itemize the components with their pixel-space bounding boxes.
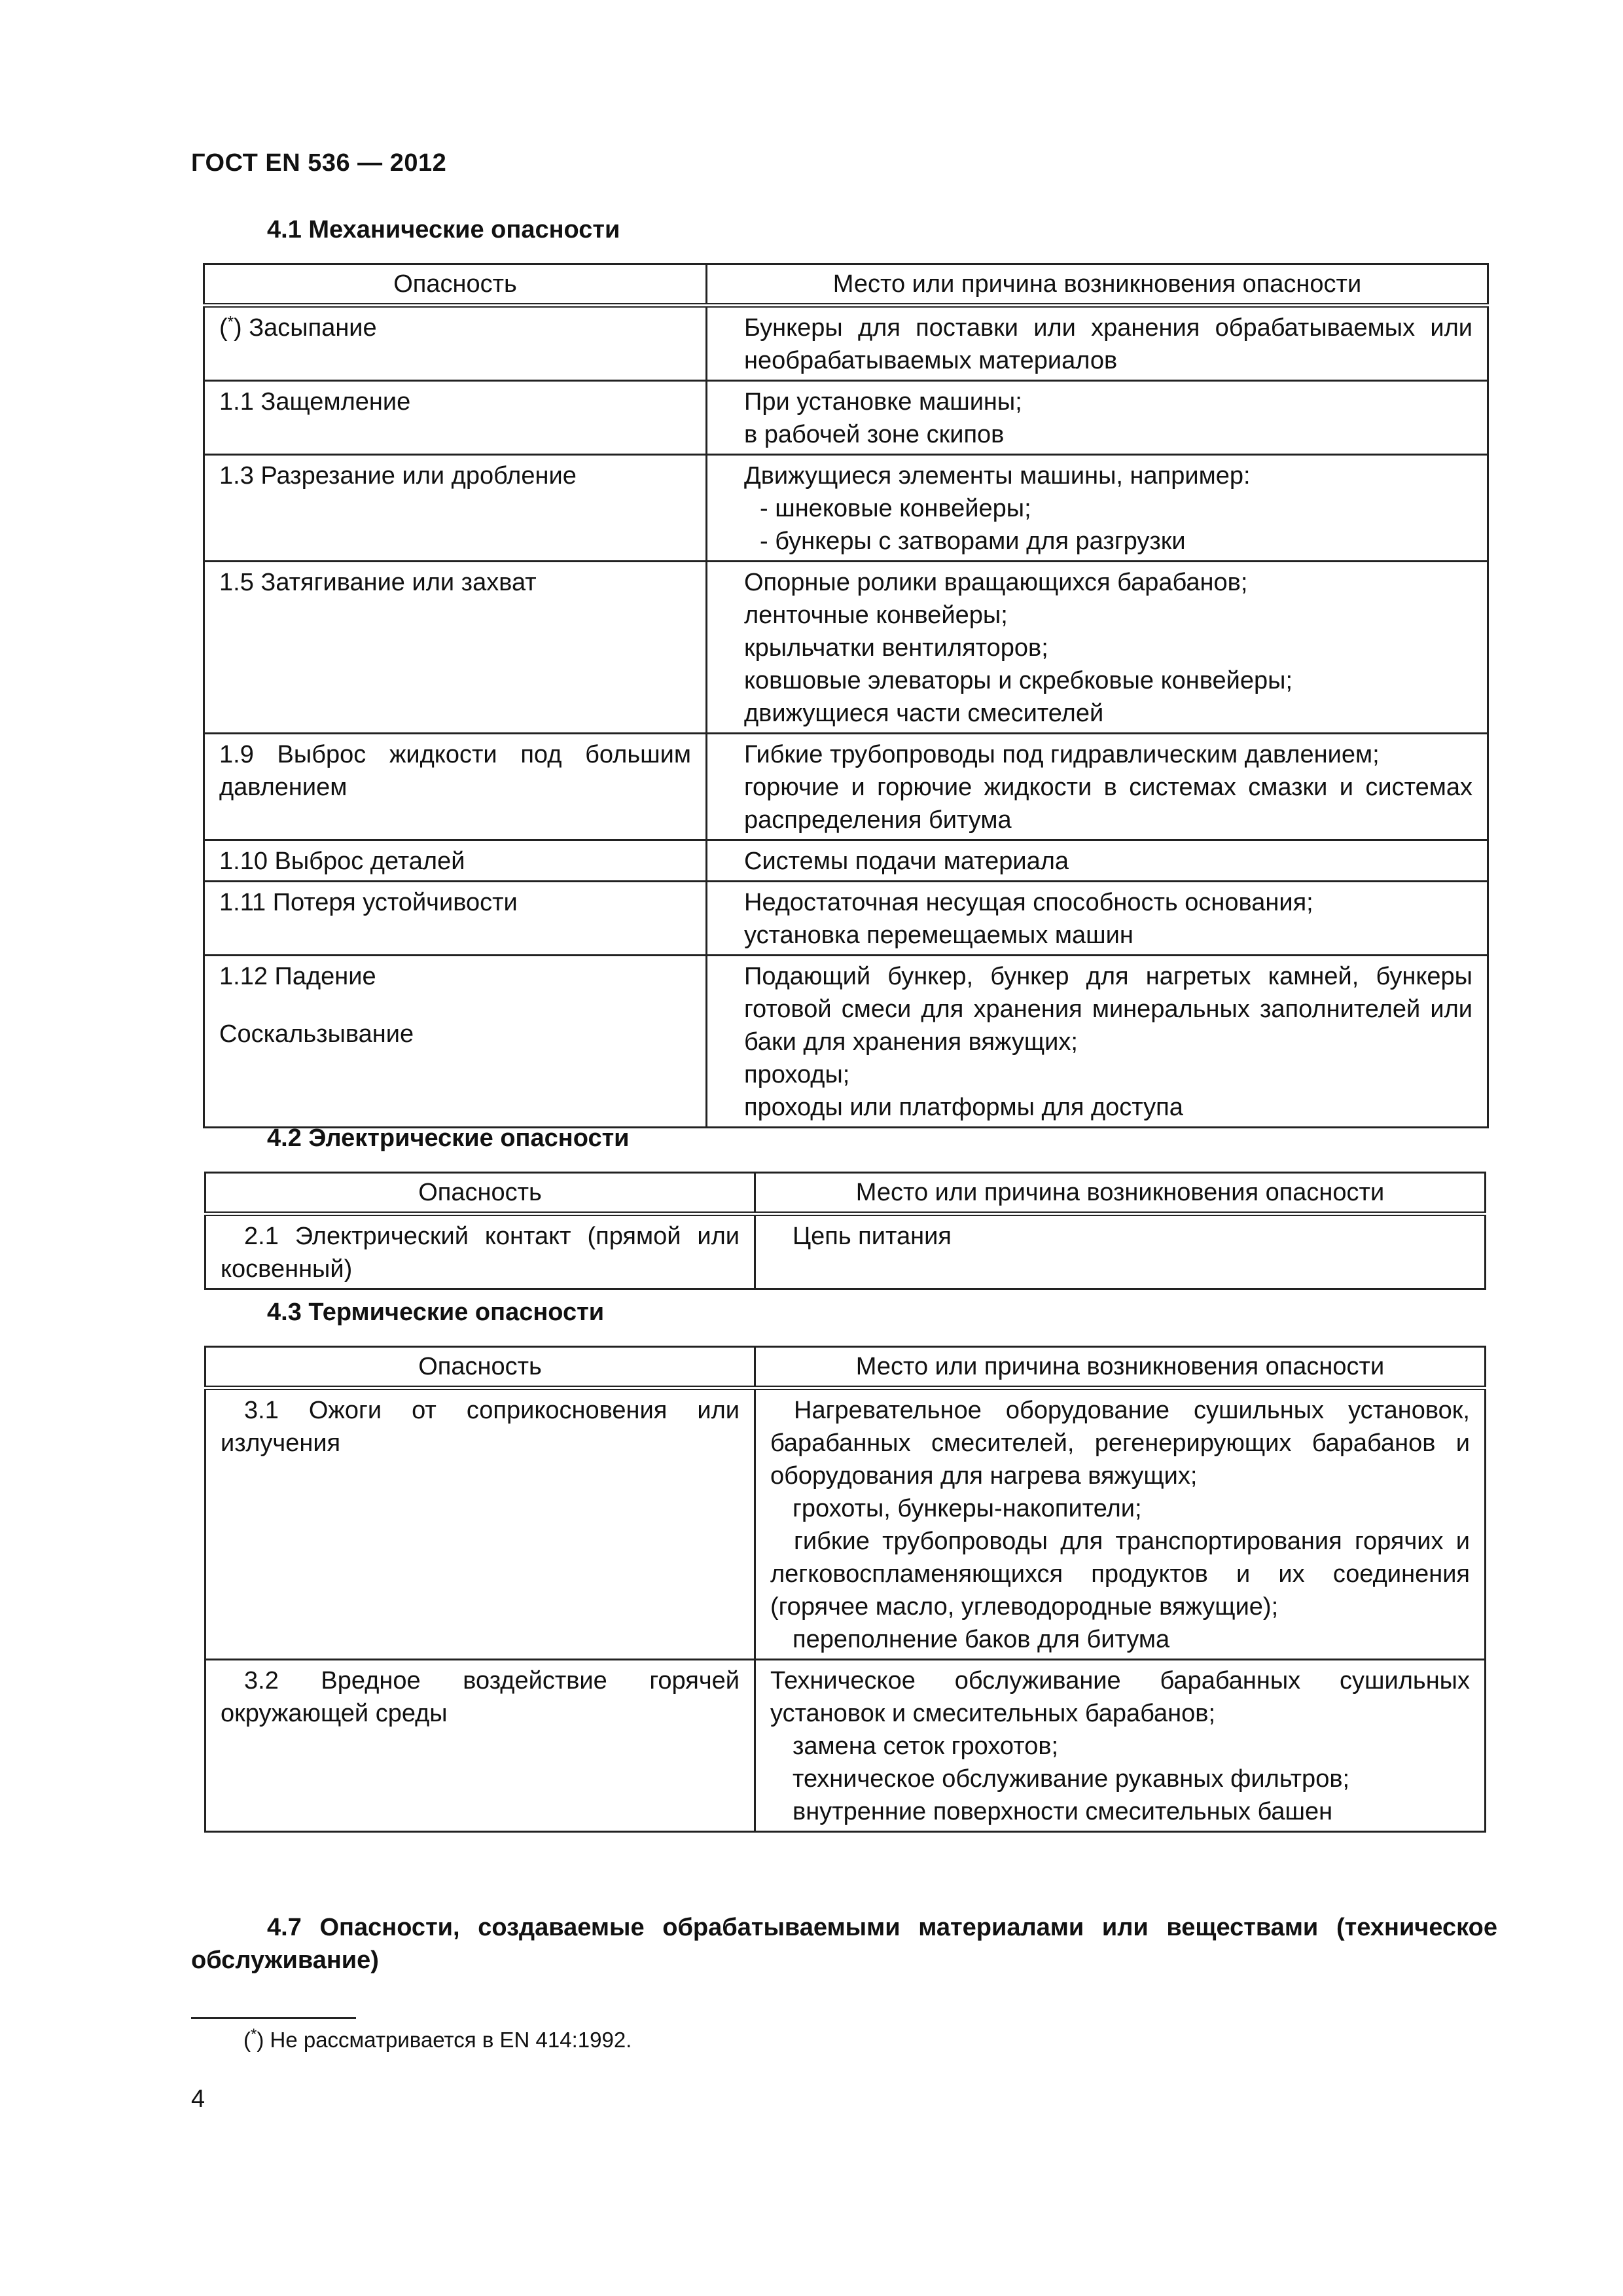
section-4-2-title: 4.2 Электрические опасности [267, 1124, 630, 1152]
cause-line: Движущиеся элементы машины, например: [744, 462, 1251, 490]
hazard-cell: 1.10 Выброс деталей [204, 840, 707, 882]
hazard-cell: 1.1 Защемление [204, 381, 707, 455]
column-header-cause: Место или причина возникновения опасности [755, 1173, 1486, 1214]
cause-cell [755, 1660, 1486, 1832]
table-row [204, 882, 1488, 956]
cause-line: Гибкие трубопроводы под гидравлическим давлением; [744, 741, 1380, 768]
footnote-divider [191, 2017, 356, 2019]
hazard-text: Соскальзывание [219, 1020, 414, 1048]
table-row [204, 455, 1488, 562]
thermal-hazards-table [204, 1346, 1486, 1833]
hazard-cell: 1.9 Выброс жидкости под большим давлением [204, 734, 707, 840]
footnote-mark: * [251, 2026, 257, 2043]
cause-line: горючие и горючие жидкости в системах смазки и системах распределения битума [744, 774, 1472, 834]
cause-line: техническое обслуживание рукавных фильтров; [793, 1765, 1350, 1793]
footnote: (*) Не рассматривается в EN 414:1992. [243, 2026, 632, 2052]
cause-line: - шнековые конвейеры; [760, 495, 1031, 522]
cause-line: - бункеры с затворами для разгрузки [760, 528, 1186, 555]
footnote-mark: * [227, 313, 234, 331]
cause-line: гибкие трубопроводы для транспортирования горячих и легковоспламеняющихся продуктов и их соединения (горячее масло, углеводородные вяжущие); [770, 1528, 1470, 1621]
column-header-hazard: Опасность [205, 1347, 755, 1388]
cause-line: установка перемещаемых машин [744, 922, 1133, 949]
cause-line: Опорные ролики вращающихся барабанов; [744, 569, 1248, 596]
cause-line: крыльчатки вентиляторов; [744, 634, 1048, 662]
hazard-cell: (*) Засыпание [204, 306, 707, 381]
section-4-7-title: 4.7 Опасности, создаваемые обрабатываемыми материалами или веществами (техническое обслуживание) [191, 1914, 1497, 1974]
hazard-cell: 3.1 Ожоги от соприкосновения или излучения [205, 1388, 755, 1660]
table-row [205, 1660, 1486, 1832]
cause-line: При установке машины; [744, 388, 1022, 416]
table-row [205, 1388, 1486, 1660]
table-row [204, 734, 1488, 840]
cause-line: проходы; [744, 1061, 850, 1088]
cause-line: переполнение баков для битума [793, 1626, 1170, 1653]
table-row [204, 840, 1488, 882]
section-4-3-title: 4.3 Термические опасности [267, 1299, 605, 1326]
hazard-cell: 1.3 Разрезание или дробление [204, 455, 707, 562]
table-row [205, 1214, 1486, 1289]
cause-line: ковшовые элеваторы и скребковые конвейеры; [744, 667, 1293, 694]
cause-line: грохоты, бункеры-накопители; [793, 1495, 1142, 1522]
cause-line: Подающий бункер, бункер для нагретых камней, бункеры готовой смеси для хранения минеральных заполнителей или баки для хранения вяжущих; [744, 963, 1472, 1056]
table-row [204, 562, 1488, 734]
table-header-row [204, 264, 1488, 306]
table-row [204, 306, 1488, 381]
page-number: 4 [191, 2085, 205, 2113]
hazard-cell: 2.1 Электрический контакт (прямой или косвенный) [205, 1214, 755, 1289]
cause-line: Цепь питания [793, 1223, 952, 1250]
cause-cell [707, 840, 1488, 882]
electrical-hazards-table [204, 1172, 1486, 1290]
cause-cell [707, 562, 1488, 734]
column-header-hazard: Опасность [205, 1173, 755, 1214]
hazard-cell: 1.5 Затягивание или захват [204, 562, 707, 734]
cause-cell [707, 956, 1488, 1128]
cause-cell [707, 381, 1488, 455]
cause-cell [707, 455, 1488, 562]
mechanical-hazards-table [203, 263, 1489, 1128]
table-header-row [205, 1347, 1486, 1388]
cause-line: Бункеры для поставки или хранения обрабатываемых или необрабатываемых материалов [744, 314, 1472, 374]
cause-line: движущиеся части смесителей [744, 700, 1104, 727]
hazard-cell: 3.2 Вредное воздействие горячей окружающей среды [205, 1660, 755, 1832]
cause-cell [755, 1214, 1486, 1289]
cause-cell [707, 882, 1488, 956]
cause-cell [707, 734, 1488, 840]
cause-line: в рабочей зоне скипов [744, 421, 1005, 448]
table-header-row [205, 1173, 1486, 1214]
column-header-cause: Место или причина возникновения опасности [755, 1347, 1486, 1388]
hazard-cell [204, 956, 707, 1128]
cause-cell [755, 1388, 1486, 1660]
cause-line: ленточные конвейеры; [744, 601, 1008, 629]
hazard-text: ) Засыпание [234, 314, 377, 342]
document-header: ГОСТ EN 536 — 2012 [191, 149, 447, 177]
cause-line: внутренние поверхности смесительных башен [793, 1798, 1333, 1825]
footnote-text: ) Не рассматривается в EN 414:1992. [257, 2028, 632, 2052]
cause-line: Нагревательное оборудование сушильных установок, барабанных смесителей, регенерирующих барабанов и оборудования для нагрева вяжущих; [770, 1397, 1470, 1490]
column-header-hazard: Опасность [204, 264, 707, 306]
section-4-1-title: 4.1 Механические опасности [267, 216, 620, 243]
cause-line: проходы или платформы для доступа [744, 1094, 1183, 1121]
cause-line: замена сеток грохотов; [793, 1732, 1059, 1760]
hazard-cell: 1.11 Потеря устойчивости [204, 882, 707, 956]
table-row [204, 956, 1488, 1128]
hazard-text: 1.12 Падение [219, 963, 376, 990]
table-row [204, 381, 1488, 455]
cause-cell [707, 306, 1488, 381]
cause-line: Системы подачи материала [744, 848, 1069, 875]
column-header-cause: Место или причина возникновения опасности [707, 264, 1488, 306]
cause-line: Техническое обслуживание барабанных сушильных установок и смесительных барабанов; [770, 1667, 1470, 1727]
cause-line: Недостаточная несущая способность основания; [744, 889, 1313, 916]
